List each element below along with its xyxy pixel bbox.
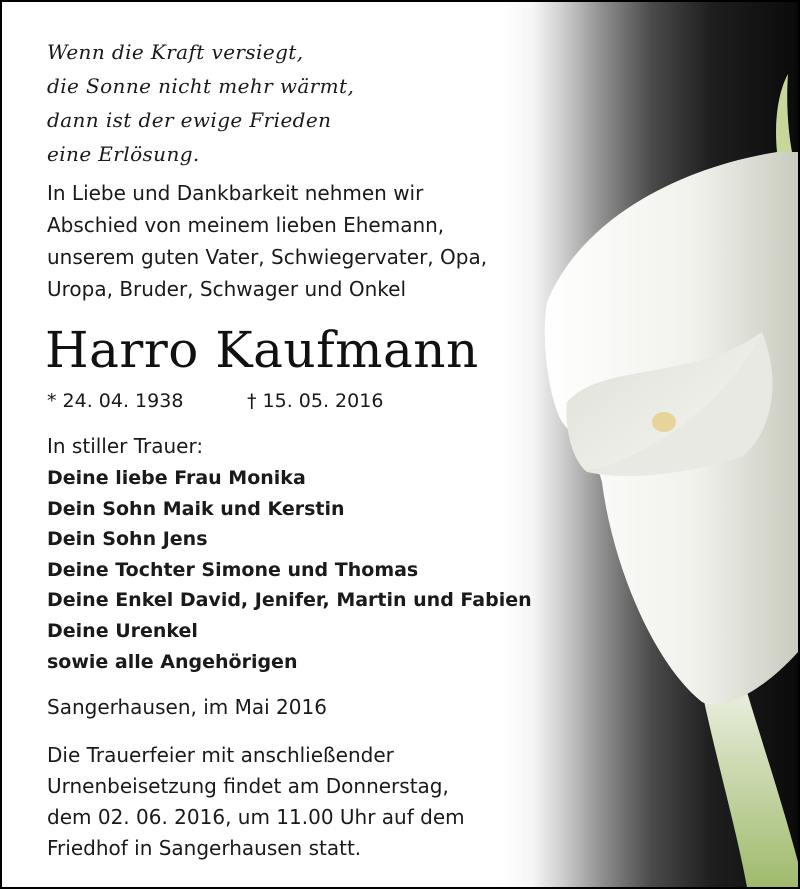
poem-line: dann ist der ewige Frieden: [47, 108, 332, 132]
ceremony-info: [47, 740, 465, 864]
memorial-poem: [47, 35, 354, 171]
place-date: Sangerhausen, im Mai 2016: [47, 695, 327, 719]
ceremony-line: Friedhof in Sangerhausen statt.: [47, 836, 362, 860]
mourner-line: Deine Urenkel: [47, 619, 198, 642]
deceased-name: Harro Kaufmann: [45, 321, 479, 379]
farewell-intro: [47, 177, 487, 305]
ceremony-line: dem 02. 06. 2016, um 11.00 Uhr auf dem: [47, 805, 465, 829]
ceremony-line: Urnenbeisetzung findet am Donnerstag,: [47, 774, 449, 798]
poem-line: die Sonne nicht mehr wärmt,: [47, 74, 355, 98]
intro-line: unserem guten Vater, Schwiegervater, Opa,: [47, 245, 488, 269]
mourner-line: Deine Tochter Simone und Thomas: [47, 558, 419, 581]
intro-line: In Liebe und Dankbarkeit nehmen wir: [47, 181, 424, 205]
ceremony-line: Die Trauerfeier mit anschließender: [47, 743, 394, 767]
intro-line: Uropa, Bruder, Schwager und Onkel: [47, 277, 406, 301]
birth-date: * 24. 04. 1938: [47, 390, 184, 412]
poem-line: eine Erlösung.: [47, 142, 200, 166]
mourner-line: sowie alle Angehörigen: [47, 650, 298, 673]
death-date: † 15. 05. 2016: [247, 390, 384, 412]
mourners-list: [47, 463, 532, 677]
intro-line: Abschied von meinem lieben Ehemann,: [47, 213, 445, 237]
mourner-line: Deine liebe Frau Monika: [47, 467, 306, 489]
mourner-line: Dein Sohn Jens: [47, 528, 208, 551]
mourning-label: In stiller Trauer:: [47, 434, 204, 458]
mourner-line: Deine Enkel David, Jenifer, Martin und Fabien: [47, 589, 532, 612]
poem-line: Wenn die Kraft versiegt,: [47, 40, 304, 64]
mourner-line: Dein Sohn Maik und Kerstin: [47, 497, 345, 520]
